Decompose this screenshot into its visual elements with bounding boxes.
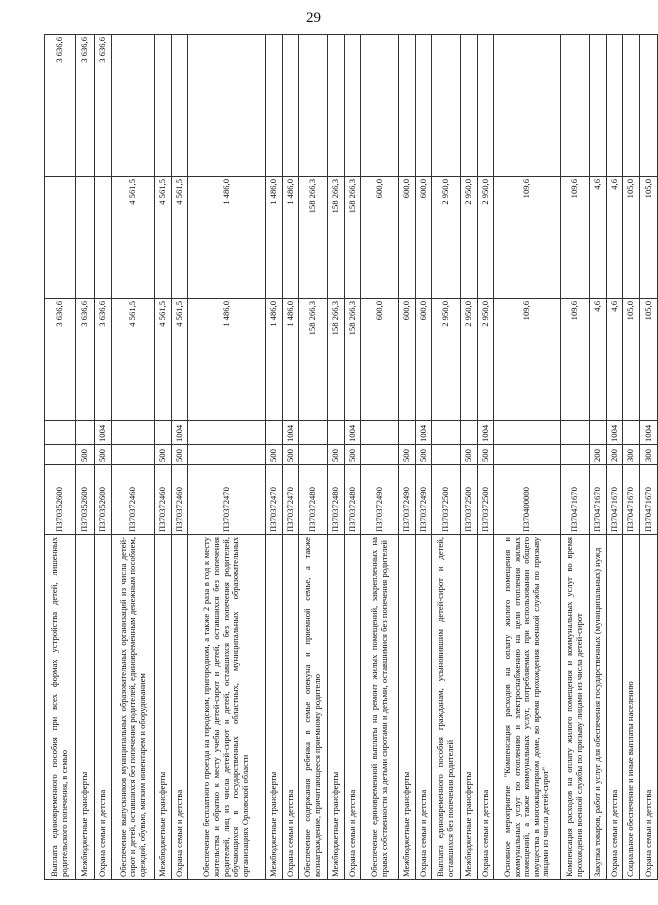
row-kfsr: 1004 bbox=[478, 421, 494, 445]
row-name: Основное мероприятие "Компенсация расходов на оплату жилого помещения и коммунальных услуг по отоплению и электроснабжению на цели отопления жилых помещений, а также коммунальных услуг, потребляемых при использовании общего имущества в многоквартирном доме, во время прохождения военной службы по призыву лицами из числа детей-сирот" bbox=[494, 535, 561, 880]
row-value-3 bbox=[640, 35, 658, 177]
row-value-2: 2 950,0 bbox=[432, 177, 461, 299]
row-value-2: 109,6 bbox=[561, 177, 590, 299]
row-kvr: 300 bbox=[623, 445, 640, 465]
page-number: 29 bbox=[306, 10, 321, 26]
row-kvr: 500 bbox=[328, 445, 345, 465]
row-kfsr bbox=[328, 421, 345, 445]
row-code: П370400000 bbox=[494, 465, 561, 535]
row-value-3 bbox=[432, 35, 461, 177]
row-value-3 bbox=[283, 35, 299, 177]
row-value-3 bbox=[494, 35, 561, 177]
row-name: Охрана семьи и детства bbox=[283, 535, 299, 880]
row-kfsr: 1004 bbox=[345, 421, 361, 445]
row-name: Межбюджетные трансферты bbox=[399, 535, 416, 880]
row-name: Межбюджетные трансферты bbox=[76, 535, 95, 880]
row-code: П370372470 bbox=[266, 465, 283, 535]
row-value-3 bbox=[188, 35, 266, 177]
row-value-2: 109,6 bbox=[494, 177, 561, 299]
row-kfsr bbox=[561, 421, 590, 445]
row-kfsr: 1004 bbox=[283, 421, 299, 445]
row-value-3: 3 636,6 bbox=[45, 35, 76, 177]
row-value-2 bbox=[95, 177, 112, 299]
row-value-1: 2 950,0 bbox=[432, 299, 461, 421]
row-kfsr bbox=[188, 421, 266, 445]
row-code: П370471670 bbox=[590, 465, 607, 535]
row-value-3 bbox=[155, 35, 172, 177]
table-row bbox=[112, 35, 155, 880]
row-name: Обеспечение выпускников муниципальных образовательных организаций из числа детей-сирот и детей, оставшихся без попечения родителей, единовременным денежным пособием, одеждой, обувью, мягким инвентарем и оборудованием bbox=[112, 535, 155, 880]
row-value-1: 600,0 bbox=[361, 299, 399, 421]
row-value-2: 158 266,3 bbox=[345, 177, 361, 299]
row-kvr bbox=[112, 445, 155, 465]
row-kfsr: 1004 bbox=[172, 421, 188, 445]
row-value-1: 105,0 bbox=[623, 299, 640, 421]
row-code: П370372490 bbox=[361, 465, 399, 535]
row-code: П370372490 bbox=[416, 465, 432, 535]
row-value-1: 109,6 bbox=[494, 299, 561, 421]
row-code: П370372470 bbox=[188, 465, 266, 535]
row-code: П370372460 bbox=[155, 465, 172, 535]
table-row bbox=[623, 35, 640, 880]
row-value-1: 158 266,3 bbox=[328, 299, 345, 421]
row-name: Охрана семьи и детства bbox=[478, 535, 494, 880]
row-value-1: 105,0 bbox=[640, 299, 658, 421]
table-row bbox=[361, 35, 399, 880]
row-kfsr: 1004 bbox=[607, 421, 623, 445]
row-kfsr bbox=[623, 421, 640, 445]
row-value-1: 2 950,0 bbox=[461, 299, 478, 421]
row-name: Межбюджетные трансферты bbox=[266, 535, 283, 880]
table-row bbox=[45, 35, 76, 880]
row-kvr: 500 bbox=[155, 445, 172, 465]
row-name: Межбюджетные трансферты bbox=[155, 535, 172, 880]
row-name: Охрана семьи и детства bbox=[607, 535, 623, 880]
row-value-3 bbox=[112, 35, 155, 177]
rotated-table-wrapper bbox=[44, 35, 653, 880]
row-value-3 bbox=[266, 35, 283, 177]
row-code: П370372480 bbox=[345, 465, 361, 535]
table-row bbox=[461, 35, 478, 880]
table-row bbox=[299, 35, 328, 880]
row-value-1: 109,6 bbox=[561, 299, 590, 421]
row-value-2: 4,6 bbox=[590, 177, 607, 299]
table-row bbox=[607, 35, 623, 880]
row-kfsr bbox=[155, 421, 172, 445]
row-name: Охрана семьи и детства bbox=[95, 535, 112, 880]
row-value-1: 1 486,0 bbox=[266, 299, 283, 421]
table-row bbox=[345, 35, 361, 880]
row-kfsr bbox=[112, 421, 155, 445]
row-value-2: 600,0 bbox=[361, 177, 399, 299]
row-value-1: 158 266,3 bbox=[299, 299, 328, 421]
row-name: Межбюджетные трансферты bbox=[461, 535, 478, 880]
row-value-1: 4 561,5 bbox=[155, 299, 172, 421]
row-name: Закупка товаров, работ и услуг для обеспечения государственных (муниципальных) нужд bbox=[590, 535, 607, 880]
row-value-2: 158 266,3 bbox=[299, 177, 328, 299]
row-code: П370471670 bbox=[561, 465, 590, 535]
row-kvr: 500 bbox=[416, 445, 432, 465]
table-row bbox=[283, 35, 299, 880]
budget-table-body bbox=[45, 35, 658, 880]
row-kfsr bbox=[494, 421, 561, 445]
row-kfsr bbox=[361, 421, 399, 445]
row-value-2: 600,0 bbox=[399, 177, 416, 299]
row-value-3 bbox=[328, 35, 345, 177]
table-row bbox=[266, 35, 283, 880]
row-value-1: 3 636,6 bbox=[76, 299, 95, 421]
row-value-3: 3 636,6 bbox=[95, 35, 112, 177]
row-name: Обеспечение единовременной выплаты на ремонт жилых помещений, закрепленных на правах собственности за детьми сиротами и детьми, оставшимися без попечения родителей bbox=[361, 535, 399, 880]
row-value-3 bbox=[172, 35, 188, 177]
row-kvr: 200 bbox=[607, 445, 623, 465]
row-name: Охрана семьи и детства bbox=[345, 535, 361, 880]
row-kvr bbox=[561, 445, 590, 465]
row-value-1: 4,6 bbox=[607, 299, 623, 421]
table-row bbox=[328, 35, 345, 880]
table-row bbox=[478, 35, 494, 880]
row-value-1: 600,0 bbox=[416, 299, 432, 421]
row-value-2 bbox=[45, 177, 76, 299]
row-name: Межбюджетные трансферты bbox=[328, 535, 345, 880]
row-value-3 bbox=[361, 35, 399, 177]
table-row bbox=[95, 35, 112, 880]
row-value-1: 3 636,6 bbox=[95, 299, 112, 421]
row-value-3 bbox=[416, 35, 432, 177]
row-code: П370471670 bbox=[607, 465, 623, 535]
row-kfsr bbox=[590, 421, 607, 445]
row-code: П370372500 bbox=[478, 465, 494, 535]
row-kfsr: 1004 bbox=[640, 421, 658, 445]
row-value-2: 105,0 bbox=[640, 177, 658, 299]
row-kfsr bbox=[299, 421, 328, 445]
row-value-2: 4 561,5 bbox=[112, 177, 155, 299]
row-kvr bbox=[45, 445, 76, 465]
row-value-3 bbox=[623, 35, 640, 177]
row-value-2: 4 561,5 bbox=[172, 177, 188, 299]
row-value-3 bbox=[561, 35, 590, 177]
row-code: П370471670 bbox=[623, 465, 640, 535]
row-value-3 bbox=[299, 35, 328, 177]
row-code: П370372480 bbox=[299, 465, 328, 535]
row-name: Выплата единовременного пособия при всех формах устройства детей, лишенных родительского попечения, в семью bbox=[45, 535, 76, 880]
row-value-2: 1 486,0 bbox=[283, 177, 299, 299]
row-value-2: 4,6 bbox=[607, 177, 623, 299]
row-kvr: 500 bbox=[399, 445, 416, 465]
row-kvr: 500 bbox=[266, 445, 283, 465]
row-value-2: 1 486,0 bbox=[188, 177, 266, 299]
row-value-2: 158 266,3 bbox=[328, 177, 345, 299]
row-value-1: 4,6 bbox=[590, 299, 607, 421]
row-kvr: 200 bbox=[590, 445, 607, 465]
row-kfsr bbox=[432, 421, 461, 445]
row-value-1: 4 561,5 bbox=[112, 299, 155, 421]
row-kfsr: 1004 bbox=[416, 421, 432, 445]
row-kvr bbox=[188, 445, 266, 465]
row-value-2 bbox=[76, 177, 95, 299]
row-code: П370372500 bbox=[461, 465, 478, 535]
row-kfsr bbox=[399, 421, 416, 445]
row-kfsr bbox=[45, 421, 76, 445]
row-code: П370352600 bbox=[95, 465, 112, 535]
table-row bbox=[590, 35, 607, 880]
row-kvr: 500 bbox=[478, 445, 494, 465]
row-kfsr bbox=[461, 421, 478, 445]
row-kvr: 500 bbox=[76, 445, 95, 465]
row-code: П370372480 bbox=[328, 465, 345, 535]
row-name: Охрана семьи и детства bbox=[640, 535, 658, 880]
row-kvr: 500 bbox=[461, 445, 478, 465]
row-code: П370471670 bbox=[640, 465, 658, 535]
row-code: П370372460 bbox=[172, 465, 188, 535]
row-name: Обеспечение содержания ребенка в семье опекуна и приемной семье, а также вознаграждение, причитающееся приемному родителю bbox=[299, 535, 328, 880]
row-code: П370372470 bbox=[283, 465, 299, 535]
table-row bbox=[399, 35, 416, 880]
row-kvr bbox=[361, 445, 399, 465]
row-value-1: 2 950,0 bbox=[478, 299, 494, 421]
row-name: Охрана семьи и детства bbox=[416, 535, 432, 880]
row-code: П370372500 bbox=[432, 465, 461, 535]
row-kvr: 500 bbox=[345, 445, 361, 465]
row-code: П370372460 bbox=[112, 465, 155, 535]
row-kfsr: 1004 bbox=[95, 421, 112, 445]
row-value-2: 2 950,0 bbox=[478, 177, 494, 299]
row-kfsr bbox=[266, 421, 283, 445]
table-row bbox=[561, 35, 590, 880]
row-kvr: 500 bbox=[283, 445, 299, 465]
row-value-1: 1 486,0 bbox=[188, 299, 266, 421]
row-code: П370352600 bbox=[45, 465, 76, 535]
row-code: П370372490 bbox=[399, 465, 416, 535]
row-value-3 bbox=[461, 35, 478, 177]
row-value-3 bbox=[607, 35, 623, 177]
row-kvr: 500 bbox=[95, 445, 112, 465]
table-row bbox=[494, 35, 561, 880]
row-value-3: 3 636,6 bbox=[76, 35, 95, 177]
row-value-1: 600,0 bbox=[399, 299, 416, 421]
budget-table bbox=[44, 34, 658, 880]
row-value-3 bbox=[345, 35, 361, 177]
row-name: Обеспечение бесплатного проезда на городском, пригородном, а также 2 раза в год к месту жительства и обратно к месту учебы детей-сирот и детей, оставшихся без попечения родителей, лиц из числа детей-сирот и детей, оставшихся без попечения родителей, обучающихся в государственных областных, муниципальных образовательных организациях Орловской области bbox=[188, 535, 266, 880]
row-value-1: 4 561,5 bbox=[172, 299, 188, 421]
row-name: Охрана семьи и детства bbox=[172, 535, 188, 880]
row-kvr bbox=[494, 445, 561, 465]
row-kfsr bbox=[76, 421, 95, 445]
table-row bbox=[432, 35, 461, 880]
row-value-3 bbox=[399, 35, 416, 177]
table-row bbox=[416, 35, 432, 880]
table-row bbox=[155, 35, 172, 880]
row-name: Выплата единовременного пособия гражданам, усыновившим детей-сирот и детей, оставшихся без попечения родителей bbox=[432, 535, 461, 880]
row-value-2: 105,0 bbox=[623, 177, 640, 299]
row-code: П370352600 bbox=[76, 465, 95, 535]
row-value-3 bbox=[478, 35, 494, 177]
row-value-3 bbox=[590, 35, 607, 177]
table-row bbox=[172, 35, 188, 880]
row-value-2: 4 561,5 bbox=[155, 177, 172, 299]
row-value-1: 158 266,3 bbox=[345, 299, 361, 421]
row-kvr: 500 bbox=[172, 445, 188, 465]
table-row bbox=[188, 35, 266, 880]
row-value-2: 1 486,0 bbox=[266, 177, 283, 299]
row-value-2: 600,0 bbox=[416, 177, 432, 299]
row-kvr: 300 bbox=[640, 445, 658, 465]
row-kvr bbox=[432, 445, 461, 465]
table-row bbox=[640, 35, 658, 880]
table-row bbox=[76, 35, 95, 880]
row-value-1: 3 636,6 bbox=[45, 299, 76, 421]
row-value-2: 2 950,0 bbox=[461, 177, 478, 299]
row-value-1: 1 486,0 bbox=[283, 299, 299, 421]
row-kvr bbox=[299, 445, 328, 465]
row-name: Социальное обеспечение и иные выплаты населению bbox=[623, 535, 640, 880]
row-name: Компенсация расходов на оплату жилого помещения и коммунальных услуг во время прохождения военной службы по призыву лицами из числа детей-сирот bbox=[561, 535, 590, 880]
